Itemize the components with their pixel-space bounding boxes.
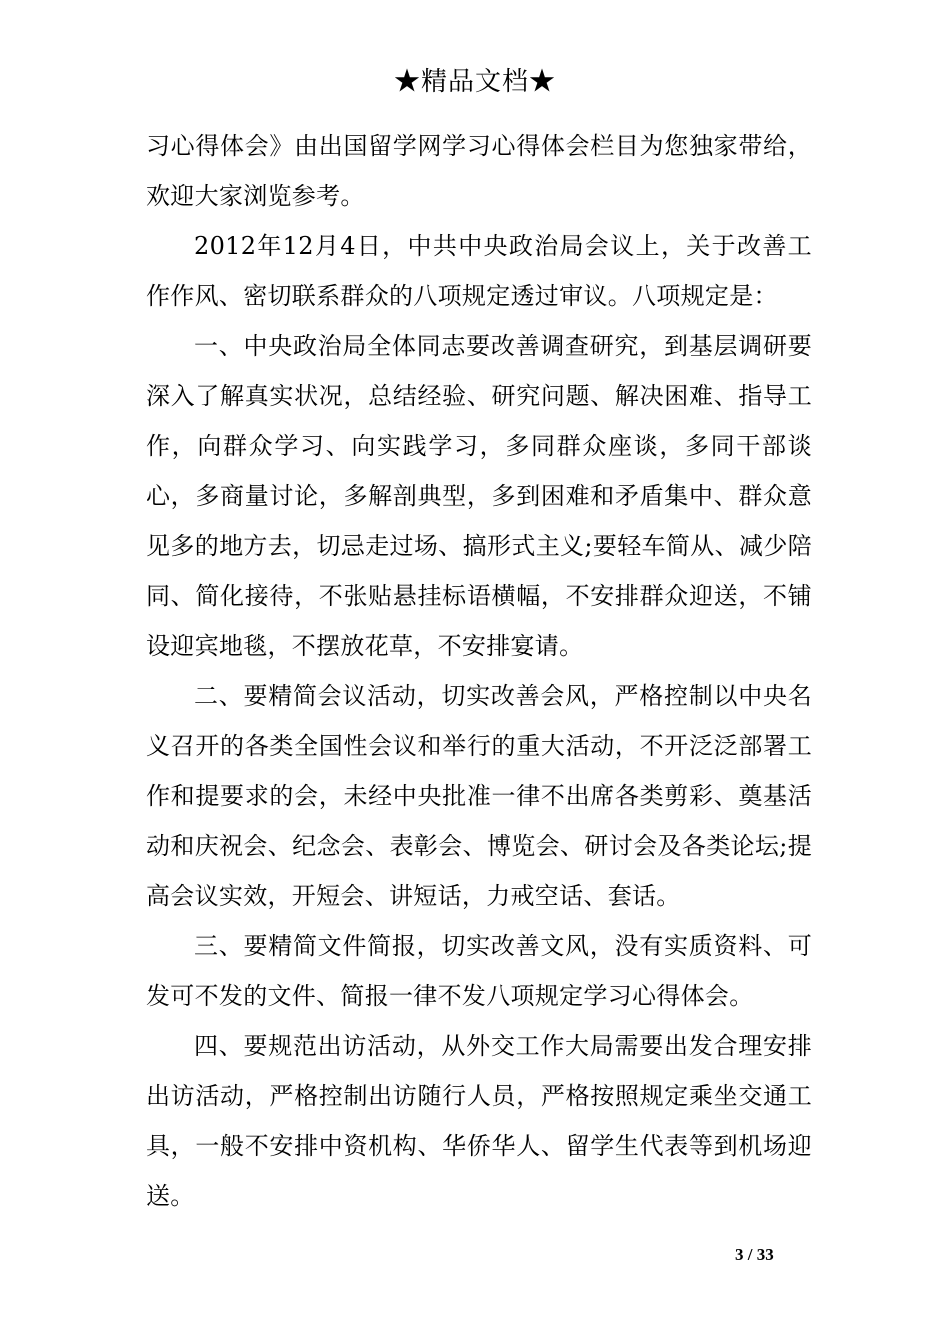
paragraph-rule-four: 四、要规范出访活动，从外交工作大局需要出发合理安排出访活动，严格控制出访随行人员，严格按照规定乘坐交通工具，一般不安排中资机构、华侨华人、留学生代表等到机场迎送。 [146, 1032, 812, 1210]
paragraph-rule-one: 一、中央政治局全体同志要改善调查研究，到基层调研要深入了解真实状况，总结经验、研究问题、解决困难、指导工作，向群众学习、向实践学习，多同群众座谈，多同干部谈心，多商量讨论，多解剖典型，多到困难和矛盾集中、群众意见多的地方去，切忌走过场、搞形式主义;要轻车简从、减少陪同、简化接待，不张贴悬挂标语横幅，不安排群众迎送，不铺设迎宾地毯，不摆放花草，不安排宴请。 [146, 332, 812, 660]
paragraph-meeting-date: 2012年12月4日，中共中央政治局会议上，关于改善工作作风、密切联系群众的八项规定透过审议。八项规定是： [146, 232, 812, 310]
paragraph-intro-continuation: 习心得体会》由出国留学网学习心得体会栏目为您独家带给，欢迎大家浏览参考。 [146, 132, 812, 210]
page-header-title: ★精品文档★ [393, 67, 556, 97]
document-body [146, 121, 812, 1221]
page-number: 3 / 33 [735, 1245, 774, 1264]
paragraph-rule-three: 三、要精简文件简报，切实改善文风，没有实质资料、可发可不发的文件、简报一律不发八项规定学习心得体会。 [146, 932, 812, 1010]
paragraph-rule-two: 二、要精简会议活动，切实改善会风，严格控制以中央名义召开的各类全国性会议和举行的重大活动，不开泛泛部署工作和提要求的会，未经中央批准一律不出席各类剪彩、奠基活动和庆祝会、纪念会、表彰会、博览会、研讨会及各类论坛;提高会议实效，开短会、讲短话，力戒空话、套话。 [146, 682, 812, 910]
